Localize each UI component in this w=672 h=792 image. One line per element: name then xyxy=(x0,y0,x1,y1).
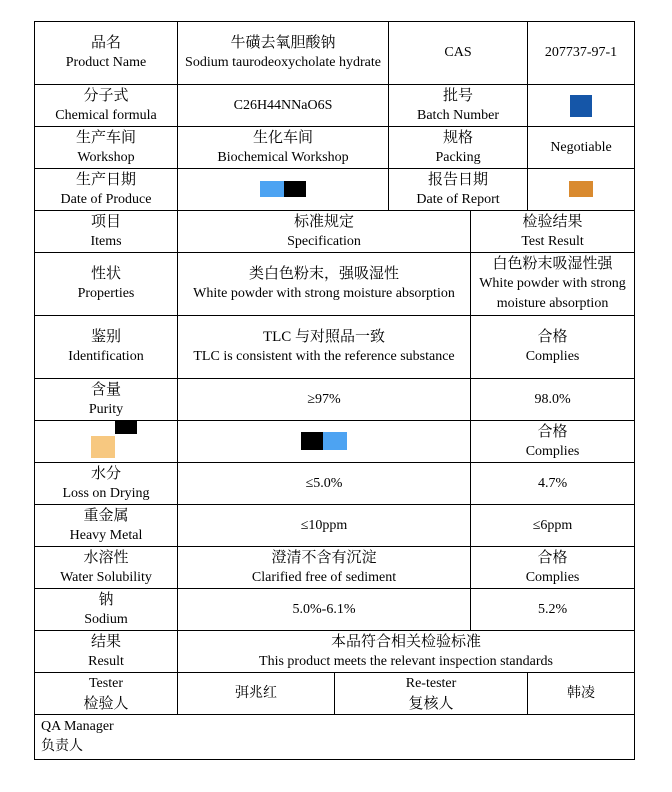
label-zh: 结果 xyxy=(90,633,121,650)
spec-zh: 澄清不含有沉淀 xyxy=(271,549,377,566)
table-row xyxy=(35,505,635,547)
qa-label-zh: 负责人 xyxy=(41,739,83,754)
product-name-label xyxy=(35,22,178,85)
label-en: Items xyxy=(90,233,122,249)
redaction-block xyxy=(323,432,347,450)
coa-table xyxy=(34,21,635,760)
spec-en: Clarified free of sediment xyxy=(251,569,397,585)
label-zh: 生产车间 xyxy=(75,129,136,146)
certificate-of-analysis xyxy=(34,21,634,760)
label-zh: 报告日期 xyxy=(428,171,489,188)
batch-label xyxy=(389,85,528,127)
result-cell xyxy=(471,463,635,505)
spec-en: 5.0%-6.1% xyxy=(292,601,356,617)
label-en: Product Name xyxy=(65,55,147,70)
result-en: White powder with strong moisture absorption xyxy=(479,276,626,311)
redaction-block xyxy=(301,432,323,450)
label-en: Chemical formula xyxy=(55,107,157,123)
spec-cell xyxy=(178,316,471,379)
item-en: Purity xyxy=(88,401,124,417)
result-en: 98.0% xyxy=(534,391,571,407)
redaction-block xyxy=(260,181,284,197)
spec-cell xyxy=(178,253,471,316)
item-cell xyxy=(35,253,178,316)
item-cell-redacted xyxy=(35,421,178,463)
result-en: 4.7% xyxy=(537,475,568,491)
spec-header xyxy=(178,211,471,253)
label-en: Date of Produce xyxy=(60,191,152,207)
row-product-name xyxy=(35,22,635,85)
spec-en: ≤10ppm xyxy=(300,517,348,533)
conclusion-value xyxy=(178,631,635,673)
label-en: Tester xyxy=(88,675,123,691)
item-cell xyxy=(35,463,178,505)
result-cell xyxy=(471,505,635,547)
spec-cell xyxy=(178,505,471,547)
redaction-block xyxy=(91,436,115,458)
formula-label xyxy=(35,85,178,127)
value-zh: 本品符合相关检验标准 xyxy=(331,633,482,650)
date-produce-label xyxy=(35,169,178,211)
label-en: Test Result xyxy=(521,233,584,249)
product-name-value xyxy=(178,22,389,85)
table-row xyxy=(35,316,635,379)
redaction-block xyxy=(569,181,593,197)
date-report-label xyxy=(389,169,528,211)
item-en: Loss on Drying xyxy=(62,485,150,501)
value-zh: 牛磺去氧胆酸钠 xyxy=(230,35,336,51)
row-signatures xyxy=(35,673,635,715)
result-cell xyxy=(471,253,635,316)
row-formula xyxy=(35,85,635,127)
row-workshop xyxy=(35,127,635,169)
spec-cell-redacted xyxy=(178,421,471,463)
value-en: This product meets the relevant inspection standards xyxy=(259,653,553,669)
item-en: Identification xyxy=(68,349,144,364)
item-zh: 性状 xyxy=(90,266,121,282)
label-zh: 批号 xyxy=(443,87,474,104)
item-cell xyxy=(35,589,178,631)
result-zh: 合格 xyxy=(537,329,568,345)
result-cell xyxy=(471,589,635,631)
spec-zh: TLC 与对照品一致 xyxy=(262,329,386,345)
spec-en: TLC is consistent with the reference substance xyxy=(193,349,455,364)
label-en: Result xyxy=(88,653,124,669)
retester-label xyxy=(335,673,528,715)
label-zh: 分子式 xyxy=(83,87,129,104)
label-en: Batch Number xyxy=(417,107,500,123)
label-en: Specification xyxy=(287,233,361,249)
result-zh: 合格 xyxy=(537,549,568,566)
label-zh: 规格 xyxy=(443,129,474,146)
result-en: ≤6ppm xyxy=(532,517,573,533)
label-zh: 检验人 xyxy=(83,695,129,712)
label-zh: 复核人 xyxy=(408,695,454,712)
conclusion-label xyxy=(35,631,178,673)
table-row xyxy=(35,253,635,316)
label-en: Packing xyxy=(435,149,481,165)
item-zh: 钠 xyxy=(98,591,114,608)
item-zh: 鉴别 xyxy=(90,329,121,345)
qa-label-en: QA Manager xyxy=(41,719,114,734)
redaction-block xyxy=(115,421,137,434)
table-row xyxy=(35,589,635,631)
result-en: 5.2% xyxy=(537,601,568,617)
qa-manager-cell xyxy=(35,715,635,760)
cas-label: CAS xyxy=(389,22,528,85)
redaction-block xyxy=(284,181,306,197)
value-en: Sodium taurodeoxycholate hydrate xyxy=(185,55,381,70)
item-zh: 水分 xyxy=(90,465,121,482)
row-qa-manager xyxy=(35,715,635,760)
result-header xyxy=(471,211,635,253)
formula-value: C26H44NNaO6S xyxy=(178,85,389,127)
row-dates xyxy=(35,169,635,211)
result-en: Complies xyxy=(525,349,580,364)
tester-name: 弭兆红 xyxy=(178,673,335,715)
item-en: Properties xyxy=(77,286,135,301)
result-cell xyxy=(471,547,635,589)
spec-cell xyxy=(178,547,471,589)
label-zh: 标准规定 xyxy=(294,213,355,230)
spec-en: ≥97% xyxy=(307,391,341,407)
label-zh: 项目 xyxy=(90,213,121,230)
item-zh: 重金属 xyxy=(83,507,129,524)
item-zh: 含量 xyxy=(90,381,121,398)
result-zh: 合格 xyxy=(537,423,568,440)
spec-zh: 类白色粉末，强吸湿性 xyxy=(249,266,400,282)
workshop-value xyxy=(178,127,389,169)
table-row xyxy=(35,547,635,589)
label-zh: 生产日期 xyxy=(75,171,136,188)
label-zh: 检验结果 xyxy=(522,213,583,230)
date-report-value xyxy=(528,169,635,211)
result-en: Complies xyxy=(525,443,580,459)
table-row xyxy=(35,379,635,421)
value-zh: 生化车间 xyxy=(253,129,314,146)
row-column-headers xyxy=(35,211,635,253)
result-cell xyxy=(471,316,635,379)
item-cell xyxy=(35,505,178,547)
spec-cell xyxy=(178,463,471,505)
item-cell xyxy=(35,547,178,589)
packing-value: Negotiable xyxy=(528,127,635,169)
item-en: Sodium xyxy=(84,611,128,627)
spec-en: ≤5.0% xyxy=(305,475,343,491)
cas-value: 207737-97-1 xyxy=(528,22,635,85)
row-conclusion xyxy=(35,631,635,673)
item-en: Water Solubility xyxy=(60,569,152,585)
label-zh: 品名 xyxy=(90,35,121,51)
label-en: Workshop xyxy=(77,149,135,165)
result-cell xyxy=(471,421,635,463)
item-cell xyxy=(35,316,178,379)
label-en: Date of Report xyxy=(416,191,500,207)
spec-cell xyxy=(178,379,471,421)
result-zh: 白色粉末吸湿性强 xyxy=(492,256,613,272)
batch-value xyxy=(528,85,635,127)
tester-label xyxy=(35,673,178,715)
date-produce-value xyxy=(178,169,389,211)
table-row xyxy=(35,463,635,505)
packing-label xyxy=(389,127,528,169)
spec-en: White powder with strong moisture absorption xyxy=(193,286,455,301)
value-en: Biochemical Workshop xyxy=(217,149,349,165)
table-row xyxy=(35,421,635,463)
items-header xyxy=(35,211,178,253)
item-zh: 水溶性 xyxy=(83,549,129,566)
result-en: Complies xyxy=(525,569,580,585)
result-cell xyxy=(471,379,635,421)
workshop-label xyxy=(35,127,178,169)
item-en: Heavy Metal xyxy=(69,527,143,543)
redaction-block xyxy=(570,95,592,117)
item-cell xyxy=(35,379,178,421)
retester-name: 韩凌 xyxy=(528,673,635,715)
label-en: Re-tester xyxy=(405,675,457,691)
spec-cell xyxy=(178,589,471,631)
